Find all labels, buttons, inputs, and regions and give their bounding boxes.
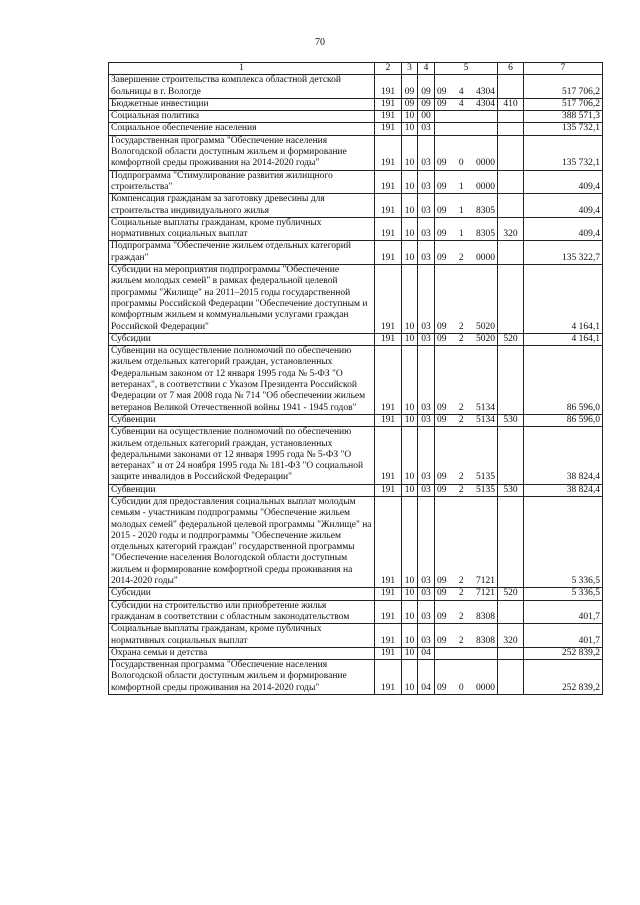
col-expense-type bbox=[498, 265, 524, 334]
code-part: 5134 bbox=[476, 414, 495, 425]
col-section: 10 bbox=[402, 123, 418, 135]
target-article-code bbox=[437, 322, 495, 333]
code-part: 09 bbox=[437, 86, 447, 97]
col-grbs: 191 bbox=[375, 217, 402, 241]
col-target-article bbox=[435, 624, 498, 648]
col-amount: 135 732,1 bbox=[524, 123, 603, 135]
col-amount: 135 732,1 bbox=[524, 135, 603, 170]
col-subsection: 04 bbox=[418, 647, 435, 659]
code-part: 09 bbox=[437, 588, 447, 599]
target-article-code bbox=[437, 403, 495, 414]
target-article-code bbox=[437, 158, 495, 169]
code-part: 09 bbox=[437, 252, 447, 263]
col-section: 10 bbox=[402, 427, 418, 484]
code-part: 09 bbox=[437, 414, 447, 425]
code-part: 2 bbox=[458, 402, 464, 413]
target-article-code bbox=[437, 472, 495, 483]
code-part: 0000 bbox=[476, 158, 495, 169]
col-subsection: 03 bbox=[418, 346, 435, 415]
col-expense-type bbox=[498, 123, 524, 135]
code-part: 8305 bbox=[476, 229, 495, 240]
row-name: Социальная политика bbox=[109, 111, 375, 123]
col-amount: 38 824,4 bbox=[524, 427, 603, 484]
col-amount: 5 336,5 bbox=[524, 588, 603, 600]
col-target-article bbox=[435, 217, 498, 241]
code-part: 09 bbox=[437, 158, 447, 169]
col-amount: 5 336,5 bbox=[524, 496, 603, 587]
col-target-article bbox=[435, 496, 498, 587]
col-target-article bbox=[435, 75, 498, 99]
code-part: 8308 bbox=[476, 635, 495, 646]
col-expense-type: 530 bbox=[498, 484, 524, 496]
table-row bbox=[109, 346, 603, 415]
row-name: Социальное обеспечение населения bbox=[109, 123, 375, 135]
col-amount: 252 839,2 bbox=[524, 647, 603, 659]
col-amount: 252 839,2 bbox=[524, 660, 603, 695]
code-part: 2 bbox=[458, 252, 464, 263]
col-target-article bbox=[435, 333, 498, 345]
col-target-article bbox=[435, 660, 498, 695]
header-col-3: 3 bbox=[402, 63, 418, 75]
code-part: 09 bbox=[437, 333, 447, 344]
col-expense-type bbox=[498, 496, 524, 587]
row-name: Подпрограмма "Обеспечение жильем отдельных категорий граждан" bbox=[109, 241, 375, 265]
col-target-article bbox=[435, 123, 498, 135]
table-row bbox=[109, 75, 603, 99]
target-article-code bbox=[437, 636, 495, 647]
code-part: 5134 bbox=[476, 402, 495, 413]
row-name: Субвенции на осуществление полномочий по обеспечению жильем отдельных категорий граждан, установленных федеральными законами от 12 января 1995 года № 5-ФЗ "О ветеранах" и от 24 ноября 1995 года № 181-ФЗ "О социальной защите инвалидов в Российской Федерации" bbox=[109, 427, 375, 484]
col-subsection: 03 bbox=[418, 241, 435, 265]
row-name: Субсидии bbox=[109, 588, 375, 600]
col-amount: 401,7 bbox=[524, 600, 603, 624]
col-section: 10 bbox=[402, 660, 418, 695]
row-name: Субсидии для предоставления социальных выплат молодым семьям - участникам подпрограммы "Обеспечение жильем молодых семей" федеральной целевой программы "Жилище" на 2015 - 2020 годы и подпрограммы "Обеспечение жильем отдельных категорий граждан" государственной программы "Обеспечение населения Вологодской области доступным жильем и формирование комфортной среды проживания на 2014-2020 годы" bbox=[109, 496, 375, 587]
col-grbs: 191 bbox=[375, 265, 402, 334]
col-expense-type bbox=[498, 194, 524, 218]
header-col-7: 7 bbox=[524, 63, 603, 75]
row-name: Субсидии на мероприятия подпрограммы "Обеспечение жильем молодых семей" в рамках федеральной целевой программы "Жилище" на 2011–2015 годы государственной программы Российской Федерации "Обеспечение доступным и комфортным жильем и коммунальными услугами граждан Российской Федерации" bbox=[109, 265, 375, 334]
code-part: 1 bbox=[458, 205, 464, 216]
col-amount: 86 596,0 bbox=[524, 346, 603, 415]
col-amount: 4 164,1 bbox=[524, 265, 603, 334]
budget-table bbox=[108, 62, 603, 695]
target-article-code bbox=[437, 99, 495, 110]
header-col-4: 4 bbox=[418, 63, 435, 75]
row-name: Субвенции bbox=[109, 484, 375, 496]
col-expense-type: 520 bbox=[498, 333, 524, 345]
col-target-article bbox=[435, 170, 498, 194]
col-target-article bbox=[435, 484, 498, 496]
col-section: 10 bbox=[402, 647, 418, 659]
code-part: 5135 bbox=[476, 484, 495, 495]
col-section: 10 bbox=[402, 624, 418, 648]
code-part: 5020 bbox=[476, 333, 495, 344]
code-part: 7121 bbox=[476, 588, 495, 599]
row-name: Субвенции bbox=[109, 414, 375, 426]
col-expense-type: 530 bbox=[498, 414, 524, 426]
col-subsection: 03 bbox=[418, 496, 435, 587]
col-target-article bbox=[435, 135, 498, 170]
col-grbs: 191 bbox=[375, 496, 402, 587]
col-expense-type bbox=[498, 427, 524, 484]
col-section: 10 bbox=[402, 194, 418, 218]
col-section: 10 bbox=[402, 135, 418, 170]
col-section: 09 bbox=[402, 75, 418, 99]
row-name: Бюджетные инвестиции bbox=[109, 98, 375, 110]
target-article-code bbox=[437, 415, 495, 426]
col-expense-type bbox=[498, 111, 524, 123]
col-target-article bbox=[435, 427, 498, 484]
col-subsection: 09 bbox=[418, 75, 435, 99]
col-section: 10 bbox=[402, 111, 418, 123]
col-expense-type bbox=[498, 241, 524, 265]
col-expense-type bbox=[498, 346, 524, 415]
code-part: 09 bbox=[437, 635, 447, 646]
col-target-article bbox=[435, 265, 498, 334]
code-part: 0000 bbox=[476, 252, 495, 263]
col-section: 10 bbox=[402, 496, 418, 587]
row-name: Государственная программа "Обеспечение населения Вологодской области доступным жильем и формирование комфортной среды проживания на 2014-2020 годы" bbox=[109, 660, 375, 695]
col-grbs: 191 bbox=[375, 111, 402, 123]
header-col-2: 2 bbox=[375, 63, 402, 75]
code-part: 09 bbox=[437, 181, 447, 192]
table-row bbox=[109, 660, 603, 695]
col-expense-type bbox=[498, 647, 524, 659]
row-name: Завершение строительства комплекса областной детской больницы в г. Вологде bbox=[109, 75, 375, 99]
target-article-code bbox=[437, 683, 495, 694]
col-grbs: 191 bbox=[375, 170, 402, 194]
code-part: 09 bbox=[437, 576, 447, 587]
code-part: 09 bbox=[437, 484, 447, 495]
col-amount: 409,4 bbox=[524, 170, 603, 194]
table-row bbox=[109, 111, 603, 123]
table-row bbox=[109, 496, 603, 587]
target-article-code bbox=[437, 182, 495, 193]
table-row bbox=[109, 484, 603, 496]
target-article-code bbox=[437, 253, 495, 264]
col-section: 10 bbox=[402, 217, 418, 241]
col-grbs: 191 bbox=[375, 647, 402, 659]
col-grbs: 191 bbox=[375, 427, 402, 484]
col-expense-type bbox=[498, 170, 524, 194]
code-part: 8308 bbox=[476, 611, 495, 622]
col-subsection: 04 bbox=[418, 660, 435, 695]
code-part: 7121 bbox=[476, 576, 495, 587]
col-subsection: 03 bbox=[418, 484, 435, 496]
code-part: 2 bbox=[458, 321, 464, 332]
col-subsection: 03 bbox=[418, 265, 435, 334]
code-part: 2 bbox=[458, 588, 464, 599]
target-article-code bbox=[437, 206, 495, 217]
col-section: 10 bbox=[402, 170, 418, 194]
code-part: 5135 bbox=[476, 472, 495, 483]
target-article-code bbox=[437, 334, 495, 345]
target-article-code bbox=[437, 576, 495, 587]
code-part: 09 bbox=[437, 611, 447, 622]
header-col-1: 1 bbox=[109, 63, 375, 75]
table-row bbox=[109, 170, 603, 194]
col-grbs: 191 bbox=[375, 484, 402, 496]
col-target-article bbox=[435, 241, 498, 265]
row-name: Государственная программа "Обеспечение населения Вологодской области доступным жильем и формирование комфортной среды проживания на 2014-2020 годы" bbox=[109, 135, 375, 170]
header-col-6: 6 bbox=[498, 63, 524, 75]
code-part: 09 bbox=[437, 472, 447, 483]
row-name: Социальные выплаты гражданам, кроме публичных нормативных социальных выплат bbox=[109, 217, 375, 241]
table-row bbox=[109, 647, 603, 659]
code-part: 4 bbox=[458, 98, 464, 109]
col-grbs: 191 bbox=[375, 123, 402, 135]
col-subsection: 03 bbox=[418, 427, 435, 484]
col-expense-type: 320 bbox=[498, 217, 524, 241]
code-part: 2 bbox=[458, 576, 464, 587]
col-subsection: 03 bbox=[418, 600, 435, 624]
target-article-code bbox=[437, 612, 495, 623]
row-name: Субсидии на строительство или приобретение жилья гражданам в соответствии с областным законодательством bbox=[109, 600, 375, 624]
code-part: 4304 bbox=[476, 98, 495, 109]
col-subsection: 03 bbox=[418, 135, 435, 170]
col-section: 10 bbox=[402, 414, 418, 426]
col-target-article bbox=[435, 98, 498, 110]
col-expense-type: 320 bbox=[498, 624, 524, 648]
row-name: Социальные выплаты гражданам, кроме публичных нормативных социальных выплат bbox=[109, 624, 375, 648]
col-amount: 401,7 bbox=[524, 624, 603, 648]
col-expense-type bbox=[498, 75, 524, 99]
col-expense-type: 520 bbox=[498, 588, 524, 600]
table-row bbox=[109, 241, 603, 265]
col-grbs: 191 bbox=[375, 75, 402, 99]
col-subsection: 03 bbox=[418, 414, 435, 426]
table-row bbox=[109, 265, 603, 334]
col-target-article bbox=[435, 414, 498, 426]
code-part: 09 bbox=[437, 205, 447, 216]
col-grbs: 191 bbox=[375, 135, 402, 170]
table-row bbox=[109, 217, 603, 241]
code-part: 2 bbox=[458, 611, 464, 622]
code-part: 2 bbox=[458, 635, 464, 646]
row-name: Субвенции на осуществление полномочий по обеспечению жильем отдельных категорий граждан, установленных Федеральным законом от 12 января 1995 года № 5-ФЗ "О ветеранах", в соответствии с Указом Президента Российской Федерации от 7 мая 2008 года № 714 "Об обеспечении жильем ветеранов Великой Отечественной войны 1941 - 1945 годов" bbox=[109, 346, 375, 415]
col-expense-type bbox=[498, 135, 524, 170]
table-row bbox=[109, 123, 603, 135]
table-row bbox=[109, 624, 603, 648]
col-grbs: 191 bbox=[375, 414, 402, 426]
target-article-code bbox=[437, 485, 495, 496]
page-number: 70 bbox=[315, 37, 325, 48]
row-name: Субсидии bbox=[109, 333, 375, 345]
table-body bbox=[109, 63, 603, 695]
col-section: 09 bbox=[402, 98, 418, 110]
code-part: 2 bbox=[458, 484, 464, 495]
code-part: 09 bbox=[437, 402, 447, 413]
col-amount: 135 322,7 bbox=[524, 241, 603, 265]
col-target-article bbox=[435, 588, 498, 600]
col-amount: 388 571,3 bbox=[524, 111, 603, 123]
col-subsection: 03 bbox=[418, 624, 435, 648]
table-row bbox=[109, 600, 603, 624]
col-subsection: 00 bbox=[418, 111, 435, 123]
col-grbs: 191 bbox=[375, 241, 402, 265]
code-part: 09 bbox=[437, 321, 447, 332]
code-part: 5020 bbox=[476, 321, 495, 332]
col-grbs: 191 bbox=[375, 346, 402, 415]
col-grbs: 191 bbox=[375, 660, 402, 695]
target-article-code bbox=[437, 588, 495, 599]
col-amount: 86 596,0 bbox=[524, 414, 603, 426]
table-row bbox=[109, 333, 603, 345]
col-target-article bbox=[435, 111, 498, 123]
col-subsection: 03 bbox=[418, 170, 435, 194]
col-section: 10 bbox=[402, 241, 418, 265]
code-part: 8305 bbox=[476, 205, 495, 216]
col-grbs: 191 bbox=[375, 588, 402, 600]
col-subsection: 03 bbox=[418, 123, 435, 135]
col-target-article bbox=[435, 346, 498, 415]
code-part: 1 bbox=[458, 181, 464, 192]
col-section: 10 bbox=[402, 346, 418, 415]
header-col-5: 5 bbox=[435, 63, 498, 75]
table-row bbox=[109, 135, 603, 170]
code-part: 2 bbox=[458, 333, 464, 344]
col-grbs: 191 bbox=[375, 98, 402, 110]
code-part: 0000 bbox=[476, 181, 495, 192]
col-expense-type bbox=[498, 600, 524, 624]
col-grbs: 191 bbox=[375, 194, 402, 218]
col-section: 10 bbox=[402, 588, 418, 600]
col-section: 10 bbox=[402, 333, 418, 345]
table-row bbox=[109, 98, 603, 110]
col-section: 10 bbox=[402, 600, 418, 624]
code-part: 09 bbox=[437, 229, 447, 240]
table-row bbox=[109, 414, 603, 426]
col-grbs: 191 bbox=[375, 333, 402, 345]
col-section: 10 bbox=[402, 265, 418, 334]
code-part: 4304 bbox=[476, 86, 495, 97]
col-grbs: 191 bbox=[375, 624, 402, 648]
col-subsection: 03 bbox=[418, 194, 435, 218]
col-amount: 409,4 bbox=[524, 194, 603, 218]
code-part: 09 bbox=[437, 98, 447, 109]
col-section: 10 bbox=[402, 484, 418, 496]
col-subsection: 03 bbox=[418, 333, 435, 345]
col-grbs: 191 bbox=[375, 600, 402, 624]
col-subsection: 03 bbox=[418, 588, 435, 600]
code-part: 2 bbox=[458, 472, 464, 483]
code-part: 0 bbox=[458, 158, 464, 169]
row-name: Компенсация гражданам за заготовку древесины для строительства индивидуального жилья bbox=[109, 194, 375, 218]
col-amount: 4 164,1 bbox=[524, 333, 603, 345]
header-row bbox=[109, 63, 603, 75]
code-part: 2 bbox=[458, 414, 464, 425]
code-part: 4 bbox=[458, 86, 464, 97]
col-amount: 409,4 bbox=[524, 217, 603, 241]
table-row bbox=[109, 588, 603, 600]
col-expense-type bbox=[498, 660, 524, 695]
target-article-code bbox=[437, 87, 495, 98]
table-row bbox=[109, 427, 603, 484]
table-row bbox=[109, 194, 603, 218]
col-target-article bbox=[435, 647, 498, 659]
col-amount: 517 706,2 bbox=[524, 75, 603, 99]
col-subsection: 03 bbox=[418, 217, 435, 241]
col-expense-type: 410 bbox=[498, 98, 524, 110]
col-subsection: 09 bbox=[418, 98, 435, 110]
target-article-code bbox=[437, 229, 495, 240]
row-name: Подпрограмма "Стимулирование развития жилищного строительства" bbox=[109, 170, 375, 194]
code-part: 09 bbox=[437, 682, 447, 693]
code-part: 1 bbox=[458, 229, 464, 240]
col-amount: 517 706,2 bbox=[524, 98, 603, 110]
col-amount: 38 824,4 bbox=[524, 484, 603, 496]
code-part: 0 bbox=[458, 682, 464, 693]
col-target-article bbox=[435, 600, 498, 624]
col-target-article bbox=[435, 194, 498, 218]
code-part: 0000 bbox=[476, 682, 495, 693]
row-name: Охрана семьи и детства bbox=[109, 647, 375, 659]
